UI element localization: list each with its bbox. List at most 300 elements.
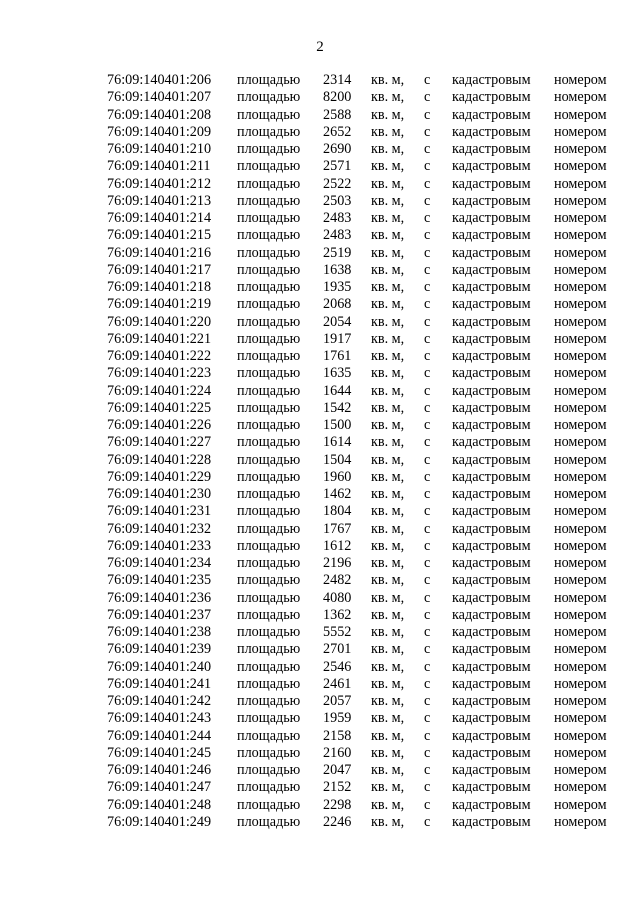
cadastral-word: кадастровым bbox=[452, 589, 531, 606]
area-value: 1500 bbox=[323, 417, 352, 433]
area-value: 2652 bbox=[323, 123, 352, 140]
list-item bbox=[0, 779, 640, 796]
with-word: с bbox=[424, 279, 431, 295]
cadastral-word: кадастровым bbox=[452, 192, 531, 209]
cadastral-number: 76:09:140401:229 bbox=[107, 468, 212, 485]
with-word: с bbox=[424, 589, 431, 606]
area-value: 2246 bbox=[323, 813, 352, 830]
cadastral-word: кадастровым bbox=[452, 762, 531, 778]
number-word: номером bbox=[554, 330, 607, 347]
area-unit: кв. м, bbox=[371, 175, 405, 192]
cadastral-word: кадастровым bbox=[452, 365, 531, 382]
cadastral-word: кадастровым bbox=[452, 796, 531, 813]
number-word: номером bbox=[554, 589, 607, 606]
area-unit: кв. м, bbox=[371, 227, 405, 244]
number-word: номером bbox=[554, 382, 607, 399]
list-item bbox=[0, 590, 640, 607]
area-word: площадью bbox=[237, 537, 301, 554]
area-value: 2152 bbox=[323, 779, 352, 796]
area-value: 1638 bbox=[323, 261, 352, 278]
cadastral-number: 76:09:140401:247 bbox=[107, 779, 212, 796]
cadastral-number: 76:09:140401:239 bbox=[107, 641, 212, 658]
cadastral-word: кадастровым bbox=[452, 227, 531, 244]
area-unit: кв. м, bbox=[371, 348, 405, 364]
area-unit: кв. м, bbox=[371, 468, 405, 485]
cadastral-number: 76:09:140401:246 bbox=[107, 762, 212, 778]
list-item bbox=[0, 521, 640, 538]
cadastral-word: кадастровым bbox=[452, 330, 531, 347]
with-word: с bbox=[424, 141, 431, 157]
list-item bbox=[0, 262, 640, 279]
list-item bbox=[0, 383, 640, 400]
cadastral-word: кадастровым bbox=[452, 624, 531, 640]
cadastral-word: кадастровым bbox=[452, 693, 531, 709]
list-item bbox=[0, 693, 640, 710]
cadastral-word: кадастровым bbox=[452, 417, 531, 433]
number-word: номером bbox=[554, 762, 607, 778]
number-word: номером bbox=[554, 710, 607, 727]
area-value: 1644 bbox=[323, 382, 352, 399]
with-word: с bbox=[424, 710, 431, 727]
area-value: 1960 bbox=[323, 468, 352, 485]
number-word: номером bbox=[554, 365, 607, 382]
with-word: с bbox=[424, 261, 431, 278]
area-unit: кв. м, bbox=[371, 141, 405, 157]
area-value: 1614 bbox=[323, 434, 352, 451]
list-item bbox=[0, 210, 640, 227]
with-word: с bbox=[424, 520, 431, 537]
area-word: площадью bbox=[237, 313, 301, 330]
cadastral-word: кадастровым bbox=[452, 382, 531, 399]
with-word: с bbox=[424, 192, 431, 209]
with-word: с bbox=[424, 658, 431, 675]
area-value: 8200 bbox=[323, 89, 352, 106]
area-value: 2690 bbox=[323, 141, 352, 157]
area-word: площадью bbox=[237, 744, 301, 761]
cadastral-number: 76:09:140401:213 bbox=[107, 192, 212, 209]
cadastral-word: кадастровым bbox=[452, 399, 531, 416]
cadastral-word: кадастровым bbox=[452, 244, 531, 261]
area-value: 1504 bbox=[323, 451, 352, 468]
with-word: с bbox=[424, 296, 431, 313]
with-word: с bbox=[424, 244, 431, 261]
list-item bbox=[0, 710, 640, 727]
area-word: площадью bbox=[237, 192, 301, 209]
cadastral-number: 76:09:140401:241 bbox=[107, 675, 212, 692]
with-word: с bbox=[424, 744, 431, 761]
cadastral-number: 76:09:140401:210 bbox=[107, 141, 212, 157]
area-word: площадью bbox=[237, 330, 301, 347]
list-item bbox=[0, 814, 640, 831]
area-value: 2196 bbox=[323, 555, 352, 571]
cadastral-word: кадастровым bbox=[452, 537, 531, 554]
cadastral-number: 76:09:140401:248 bbox=[107, 796, 212, 813]
area-value: 1362 bbox=[323, 606, 352, 623]
area-unit: кв. м, bbox=[371, 779, 405, 796]
with-word: с bbox=[424, 313, 431, 330]
number-word: номером bbox=[554, 744, 607, 761]
list-item bbox=[0, 107, 640, 124]
list-item bbox=[0, 452, 640, 469]
with-word: с bbox=[424, 641, 431, 658]
area-unit: кв. м, bbox=[371, 313, 405, 330]
cadastral-number: 76:09:140401:207 bbox=[107, 89, 212, 106]
area-unit: кв. м, bbox=[371, 606, 405, 623]
list-item bbox=[0, 296, 640, 313]
list-item bbox=[0, 331, 640, 348]
area-word: площадью bbox=[237, 296, 301, 313]
with-word: с bbox=[424, 365, 431, 382]
area-unit: кв. м, bbox=[371, 123, 405, 140]
cadastral-word: кадастровым bbox=[452, 555, 531, 571]
area-word: площадью bbox=[237, 606, 301, 623]
cadastral-word: кадастровым bbox=[452, 744, 531, 761]
area-word: площадью bbox=[237, 727, 301, 744]
cadastral-number: 76:09:140401:233 bbox=[107, 537, 212, 554]
list-item bbox=[0, 486, 640, 503]
area-unit: кв. м, bbox=[371, 555, 405, 571]
area-value: 2483 bbox=[323, 227, 352, 244]
area-value: 1761 bbox=[323, 348, 352, 364]
cadastral-word: кадастровым bbox=[452, 710, 531, 727]
cadastral-number: 76:09:140401:242 bbox=[107, 693, 212, 709]
with-word: с bbox=[424, 210, 431, 226]
cadastral-word: кадастровым bbox=[452, 296, 531, 313]
list-item bbox=[0, 141, 640, 158]
area-word: площадью bbox=[237, 261, 301, 278]
with-word: с bbox=[424, 537, 431, 554]
list-item bbox=[0, 797, 640, 814]
with-word: с bbox=[424, 762, 431, 778]
cadastral-word: кадастровым bbox=[452, 658, 531, 675]
with-word: с bbox=[424, 693, 431, 709]
with-word: с bbox=[424, 382, 431, 399]
list-item bbox=[0, 89, 640, 106]
with-word: с bbox=[424, 399, 431, 416]
cadastral-list bbox=[0, 72, 640, 831]
cadastral-number: 76:09:140401:217 bbox=[107, 261, 212, 278]
area-unit: кв. м, bbox=[371, 658, 405, 675]
area-value: 2314 bbox=[323, 72, 352, 88]
area-value: 2054 bbox=[323, 313, 352, 330]
cadastral-number: 76:09:140401:214 bbox=[107, 210, 212, 226]
with-word: с bbox=[424, 606, 431, 623]
area-word: площадью bbox=[237, 210, 301, 226]
area-word: площадью bbox=[237, 468, 301, 485]
list-item bbox=[0, 417, 640, 434]
area-value: 2047 bbox=[323, 762, 352, 778]
number-word: номером bbox=[554, 227, 607, 244]
number-word: номером bbox=[554, 141, 607, 157]
list-item bbox=[0, 538, 640, 555]
with-word: с bbox=[424, 348, 431, 364]
list-item bbox=[0, 400, 640, 417]
area-value: 1542 bbox=[323, 399, 352, 416]
area-word: площадью bbox=[237, 279, 301, 295]
cadastral-word: кадастровым bbox=[452, 486, 531, 502]
area-unit: кв. м, bbox=[371, 106, 405, 123]
number-word: номером bbox=[554, 624, 607, 640]
cadastral-number: 76:09:140401:222 bbox=[107, 348, 212, 364]
number-word: номером bbox=[554, 296, 607, 313]
list-item bbox=[0, 193, 640, 210]
cadastral-word: кадастровым bbox=[452, 675, 531, 692]
list-item bbox=[0, 227, 640, 244]
cadastral-word: кадастровым bbox=[452, 123, 531, 140]
area-value: 2057 bbox=[323, 693, 352, 709]
area-word: площадью bbox=[237, 796, 301, 813]
area-word: площадью bbox=[237, 693, 301, 709]
cadastral-word: кадастровым bbox=[452, 451, 531, 468]
cadastral-number: 76:09:140401:225 bbox=[107, 399, 212, 416]
list-item bbox=[0, 745, 640, 762]
with-word: с bbox=[424, 106, 431, 123]
cadastral-word: кадастровым bbox=[452, 158, 531, 175]
list-item bbox=[0, 176, 640, 193]
number-word: номером bbox=[554, 658, 607, 675]
area-value: 2519 bbox=[323, 244, 352, 261]
with-word: с bbox=[424, 727, 431, 744]
cadastral-word: кадастровым bbox=[452, 141, 531, 157]
list-item bbox=[0, 762, 640, 779]
cadastral-word: кадастровым bbox=[452, 572, 531, 589]
list-item bbox=[0, 659, 640, 676]
area-word: площадью bbox=[237, 123, 301, 140]
cadastral-number: 76:09:140401:218 bbox=[107, 279, 212, 295]
area-unit: кв. м, bbox=[371, 330, 405, 347]
area-unit: кв. м, bbox=[371, 451, 405, 468]
number-word: номером bbox=[554, 175, 607, 192]
cadastral-number: 76:09:140401:224 bbox=[107, 382, 212, 399]
area-value: 1917 bbox=[323, 330, 352, 347]
with-word: с bbox=[424, 813, 431, 830]
number-word: номером bbox=[554, 158, 607, 175]
number-word: номером bbox=[554, 451, 607, 468]
with-word: с bbox=[424, 468, 431, 485]
area-unit: кв. м, bbox=[371, 296, 405, 313]
number-word: номером bbox=[554, 503, 607, 520]
cadastral-word: кадастровым bbox=[452, 106, 531, 123]
number-word: номером bbox=[554, 417, 607, 433]
area-word: площадью bbox=[237, 382, 301, 399]
cadastral-word: кадастровым bbox=[452, 520, 531, 537]
with-word: с bbox=[424, 434, 431, 451]
cadastral-number: 76:09:140401:244 bbox=[107, 727, 212, 744]
area-word: площадью bbox=[237, 417, 301, 433]
list-item bbox=[0, 245, 640, 262]
with-word: с bbox=[424, 123, 431, 140]
cadastral-number: 76:09:140401:215 bbox=[107, 227, 212, 244]
area-word: площадью bbox=[237, 503, 301, 520]
cadastral-word: кадастровым bbox=[452, 779, 531, 796]
cadastral-word: кадастровым bbox=[452, 89, 531, 106]
cadastral-number: 76:09:140401:209 bbox=[107, 123, 212, 140]
area-word: площадью bbox=[237, 813, 301, 830]
cadastral-number: 76:09:140401:219 bbox=[107, 296, 212, 313]
cadastral-word: кадастровым bbox=[452, 606, 531, 623]
area-value: 2483 bbox=[323, 210, 352, 226]
area-value: 1635 bbox=[323, 365, 352, 382]
list-item bbox=[0, 555, 640, 572]
area-unit: кв. м, bbox=[371, 675, 405, 692]
cadastral-word: кадастровым bbox=[452, 210, 531, 226]
area-unit: кв. м, bbox=[371, 520, 405, 537]
area-unit: кв. м, bbox=[371, 813, 405, 830]
area-unit: кв. м, bbox=[371, 589, 405, 606]
cadastral-word: кадастровым bbox=[452, 348, 531, 364]
area-value: 4080 bbox=[323, 589, 352, 606]
number-word: номером bbox=[554, 520, 607, 537]
area-word: площадью bbox=[237, 365, 301, 382]
number-word: номером bbox=[554, 693, 607, 709]
area-unit: кв. м, bbox=[371, 486, 405, 502]
number-word: номером bbox=[554, 89, 607, 106]
number-word: номером bbox=[554, 261, 607, 278]
list-item bbox=[0, 124, 640, 141]
area-unit: кв. м, bbox=[371, 382, 405, 399]
cadastral-word: кадастровым bbox=[452, 279, 531, 295]
area-value: 2503 bbox=[323, 192, 352, 209]
area-value: 2068 bbox=[323, 296, 352, 313]
with-word: с bbox=[424, 227, 431, 244]
area-word: площадью bbox=[237, 141, 301, 157]
cadastral-number: 76:09:140401:238 bbox=[107, 624, 212, 640]
area-value: 2701 bbox=[323, 641, 352, 658]
area-word: площадью bbox=[237, 72, 301, 88]
area-unit: кв. м, bbox=[371, 399, 405, 416]
area-word: площадью bbox=[237, 451, 301, 468]
cadastral-number: 76:09:140401:234 bbox=[107, 555, 212, 571]
with-word: с bbox=[424, 417, 431, 433]
area-unit: кв. м, bbox=[371, 537, 405, 554]
number-word: номером bbox=[554, 675, 607, 692]
number-word: номером bbox=[554, 72, 607, 88]
area-word: площадью bbox=[237, 158, 301, 175]
with-word: с bbox=[424, 72, 431, 88]
cadastral-number: 76:09:140401:208 bbox=[107, 106, 212, 123]
number-word: номером bbox=[554, 348, 607, 364]
area-value: 1935 bbox=[323, 279, 352, 295]
area-unit: кв. м, bbox=[371, 72, 405, 88]
area-unit: кв. м, bbox=[371, 434, 405, 451]
area-value: 1767 bbox=[323, 520, 352, 537]
area-value: 2482 bbox=[323, 572, 352, 589]
number-word: номером bbox=[554, 606, 607, 623]
area-value: 2461 bbox=[323, 675, 352, 692]
cadastral-number: 76:09:140401:212 bbox=[107, 175, 212, 192]
area-unit: кв. м, bbox=[371, 572, 405, 589]
number-word: номером bbox=[554, 796, 607, 813]
number-word: номером bbox=[554, 572, 607, 589]
area-unit: кв. м, bbox=[371, 244, 405, 261]
list-item bbox=[0, 607, 640, 624]
area-word: площадью bbox=[237, 520, 301, 537]
cadastral-word: кадастровым bbox=[452, 313, 531, 330]
cadastral-number: 76:09:140401:228 bbox=[107, 451, 212, 468]
cadastral-word: кадастровым bbox=[452, 468, 531, 485]
area-value: 2298 bbox=[323, 796, 352, 813]
with-word: с bbox=[424, 89, 431, 106]
with-word: с bbox=[424, 158, 431, 175]
with-word: с bbox=[424, 555, 431, 571]
number-word: номером bbox=[554, 555, 607, 571]
area-value: 2158 bbox=[323, 727, 352, 744]
with-word: с bbox=[424, 175, 431, 192]
with-word: с bbox=[424, 572, 431, 589]
area-value: 5552 bbox=[323, 624, 352, 640]
list-item bbox=[0, 469, 640, 486]
cadastral-number: 76:09:140401:226 bbox=[107, 417, 212, 433]
area-word: площадью bbox=[237, 762, 301, 778]
number-word: номером bbox=[554, 727, 607, 744]
list-item bbox=[0, 434, 640, 451]
area-unit: кв. м, bbox=[371, 210, 405, 226]
number-word: номером bbox=[554, 210, 607, 226]
with-word: с bbox=[424, 503, 431, 520]
list-item bbox=[0, 624, 640, 641]
area-word: площадью bbox=[237, 624, 301, 640]
list-item bbox=[0, 348, 640, 365]
with-word: с bbox=[424, 330, 431, 347]
cadastral-number: 76:09:140401:211 bbox=[107, 158, 211, 175]
number-word: номером bbox=[554, 313, 607, 330]
area-unit: кв. м, bbox=[371, 796, 405, 813]
area-word: площадью bbox=[237, 658, 301, 675]
area-word: площадью bbox=[237, 675, 301, 692]
number-word: номером bbox=[554, 813, 607, 830]
area-value: 2522 bbox=[323, 175, 352, 192]
cadastral-number: 76:09:140401:221 bbox=[107, 330, 212, 347]
with-word: с bbox=[424, 486, 431, 502]
area-unit: кв. м, bbox=[371, 744, 405, 761]
area-unit: кв. м, bbox=[371, 417, 405, 433]
area-word: площадью bbox=[237, 710, 301, 727]
area-value: 1959 bbox=[323, 710, 352, 727]
number-word: номером bbox=[554, 244, 607, 261]
area-unit: кв. м, bbox=[371, 365, 405, 382]
number-word: номером bbox=[554, 123, 607, 140]
area-word: площадью bbox=[237, 227, 301, 244]
cadastral-number: 76:09:140401:227 bbox=[107, 434, 212, 451]
area-unit: кв. м, bbox=[371, 503, 405, 520]
area-word: площадью bbox=[237, 244, 301, 261]
area-unit: кв. м, bbox=[371, 89, 405, 106]
cadastral-word: кадастровым bbox=[452, 503, 531, 520]
area-value: 2546 bbox=[323, 658, 352, 675]
area-word: площадью bbox=[237, 434, 301, 451]
cadastral-number: 76:09:140401:245 bbox=[107, 744, 212, 761]
number-word: номером bbox=[554, 434, 607, 451]
area-word: площадью bbox=[237, 641, 301, 658]
number-word: номером bbox=[554, 641, 607, 658]
area-value: 2160 bbox=[323, 744, 352, 761]
list-item bbox=[0, 279, 640, 296]
cadastral-word: кадастровым bbox=[452, 175, 531, 192]
cadastral-word: кадастровым bbox=[452, 813, 531, 830]
area-unit: кв. м, bbox=[371, 727, 405, 744]
cadastral-number: 76:09:140401:230 bbox=[107, 486, 212, 502]
number-word: номером bbox=[554, 106, 607, 123]
cadastral-number: 76:09:140401:206 bbox=[107, 72, 212, 88]
cadastral-word: кадастровым bbox=[452, 261, 531, 278]
with-word: с bbox=[424, 675, 431, 692]
list-item bbox=[0, 158, 640, 175]
area-unit: кв. м, bbox=[371, 624, 405, 640]
area-unit: кв. м, bbox=[371, 192, 405, 209]
area-value: 1612 bbox=[323, 537, 352, 554]
cadastral-number: 76:09:140401:231 bbox=[107, 503, 212, 520]
area-unit: кв. м, bbox=[371, 261, 405, 278]
